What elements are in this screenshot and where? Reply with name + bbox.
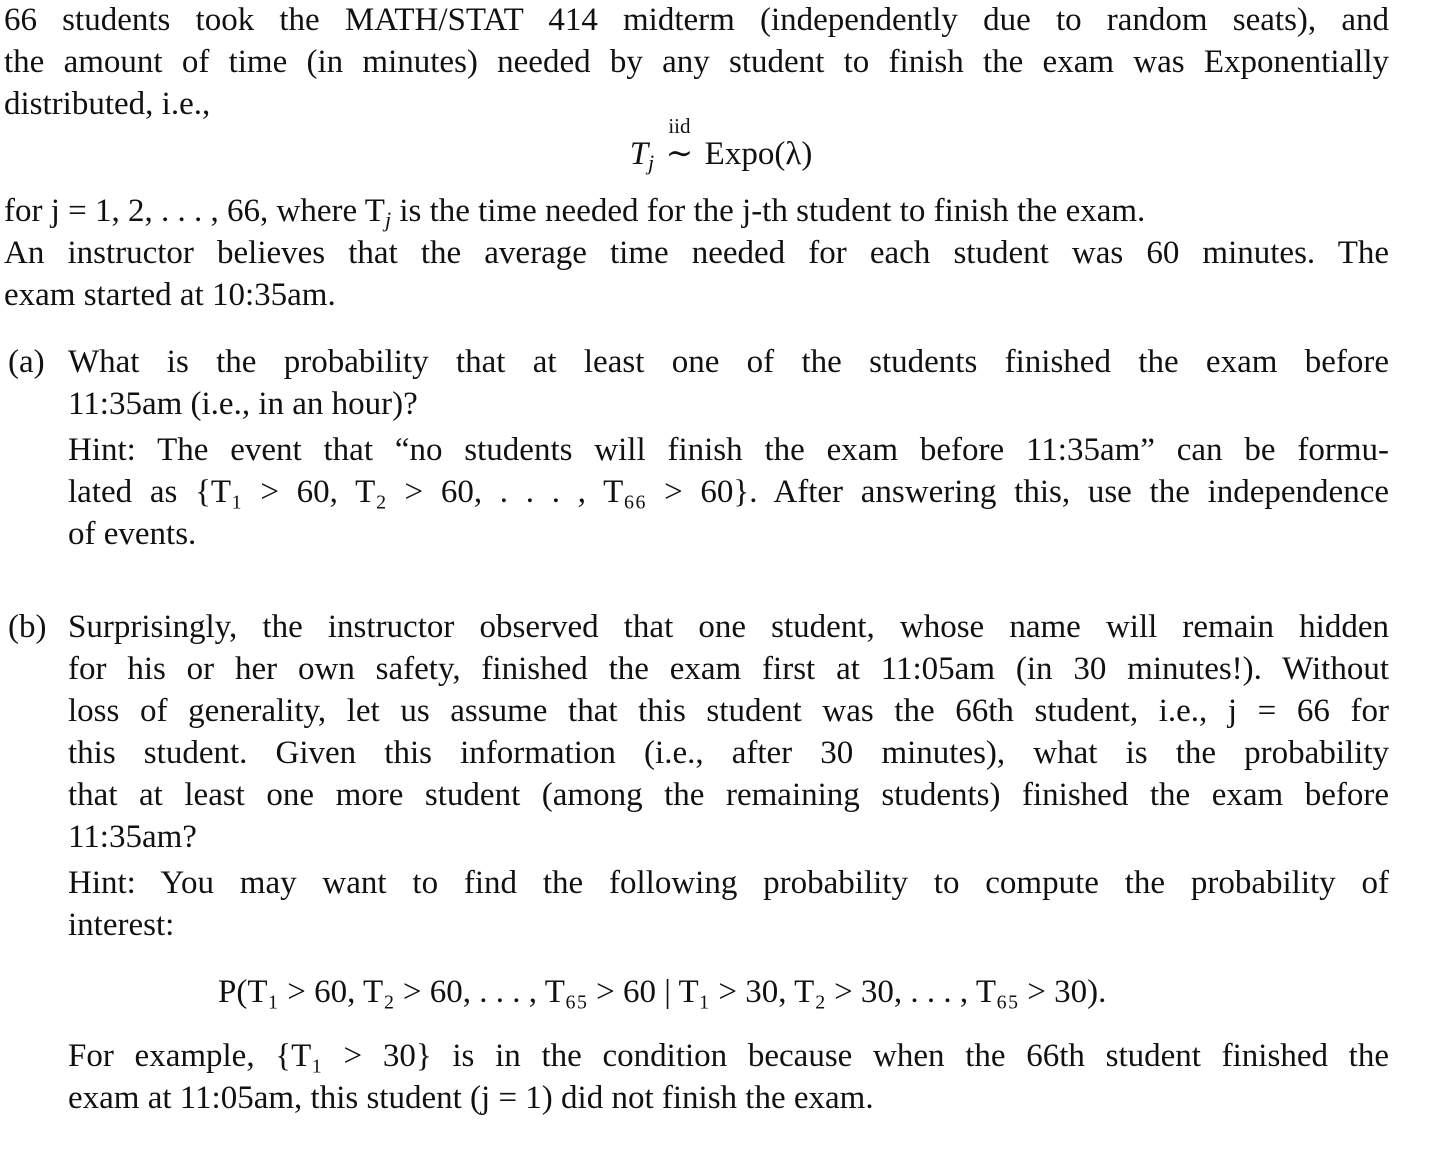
- part-b-line-2: for his or her own safety, finished the exam first at 11:05am (in 30 minutes!). Without: [68, 651, 1389, 687]
- part-b-line-5: that at least one more student (among the remaining students) finished the exam before: [68, 777, 1389, 813]
- part-b-line-4: this student. Given this information (i.e., after 30 minutes), what is the probability: [68, 735, 1389, 771]
- intro-line-1: 66 students took the MATH/STAT 414 midterm (independently due to random seats), and: [4, 2, 1389, 38]
- intro-line-3: distributed, i.e.,: [4, 86, 211, 122]
- part-a-hint-line-1: Hint: The event that “no students will finish the exam before 11:35am” can be formu-: [68, 432, 1389, 468]
- intro-line-4-head: for j = 1, 2, . . . , 66, where T: [4, 193, 385, 229]
- dist-lhs: T: [629, 136, 649, 172]
- part-a-hint-line-2: lated as {T₁ > 60, T₂ > 60, . . . , T₆₆ > 60}. After answering this, use the independence: [68, 474, 1389, 510]
- part-b-example-line-1: For example, {T₁ > 30} is in the condition because when the 66th student finished the: [68, 1038, 1389, 1074]
- part-b-line-1: Surprisingly, the instructor observed that one student, whose name will remain hidden: [68, 609, 1389, 645]
- intro-line-4-sub: j: [384, 207, 392, 232]
- intro-line-4: [4, 193, 1389, 232]
- iid-tilde: [662, 114, 696, 172]
- conditional-probability-equation: P(T₁ > 60, T₂ > 60, . . . , T₆₅ > 60 | T₁ > 30, T₂ > 30, . . . , T₆₅ > 30).: [218, 974, 1107, 1010]
- iid-label: iid: [668, 114, 691, 138]
- part-b-hint-line-2: interest:: [68, 907, 175, 943]
- part-b-example-line-2: exam at 11:05am, this student (j = 1) did not finish the exam.: [68, 1080, 874, 1116]
- intro-line-2: the amount of time (in minutes) needed by any student to finish the exam was Exponentially: [4, 44, 1389, 80]
- intro-line-6: exam started at 10:35am.: [4, 277, 336, 313]
- part-a-line-2: 11:35am (i.e., in an hour)?: [68, 386, 418, 422]
- part-a-line-1: What is the probability that at least one of the students finished the exam before: [68, 344, 1389, 380]
- part-b-label: (b): [8, 609, 47, 645]
- distribution-equation: [0, 114, 1442, 175]
- intro-line-5: An instructor believes that the average time needed for each student was 60 minutes. The: [4, 235, 1389, 271]
- tilde-symbol: ∼: [665, 136, 694, 172]
- part-b-line-6: 11:35am?: [68, 819, 197, 855]
- part-b-line-3: loss of generality, let us assume that this student was the 66th student, i.e., j = 66 for: [68, 693, 1389, 729]
- dist-sub: j: [648, 150, 655, 175]
- part-b-hint-line-1: Hint: You may want to find the following probability to compute the probability of: [68, 865, 1389, 901]
- dist-rhs: Expo(λ): [704, 136, 813, 172]
- intro-line-4-tail: is the time needed for the j-th student to finish the exam.: [399, 193, 1146, 229]
- part-a-label: (a): [8, 344, 45, 380]
- part-a-hint-line-3: of events.: [68, 516, 197, 552]
